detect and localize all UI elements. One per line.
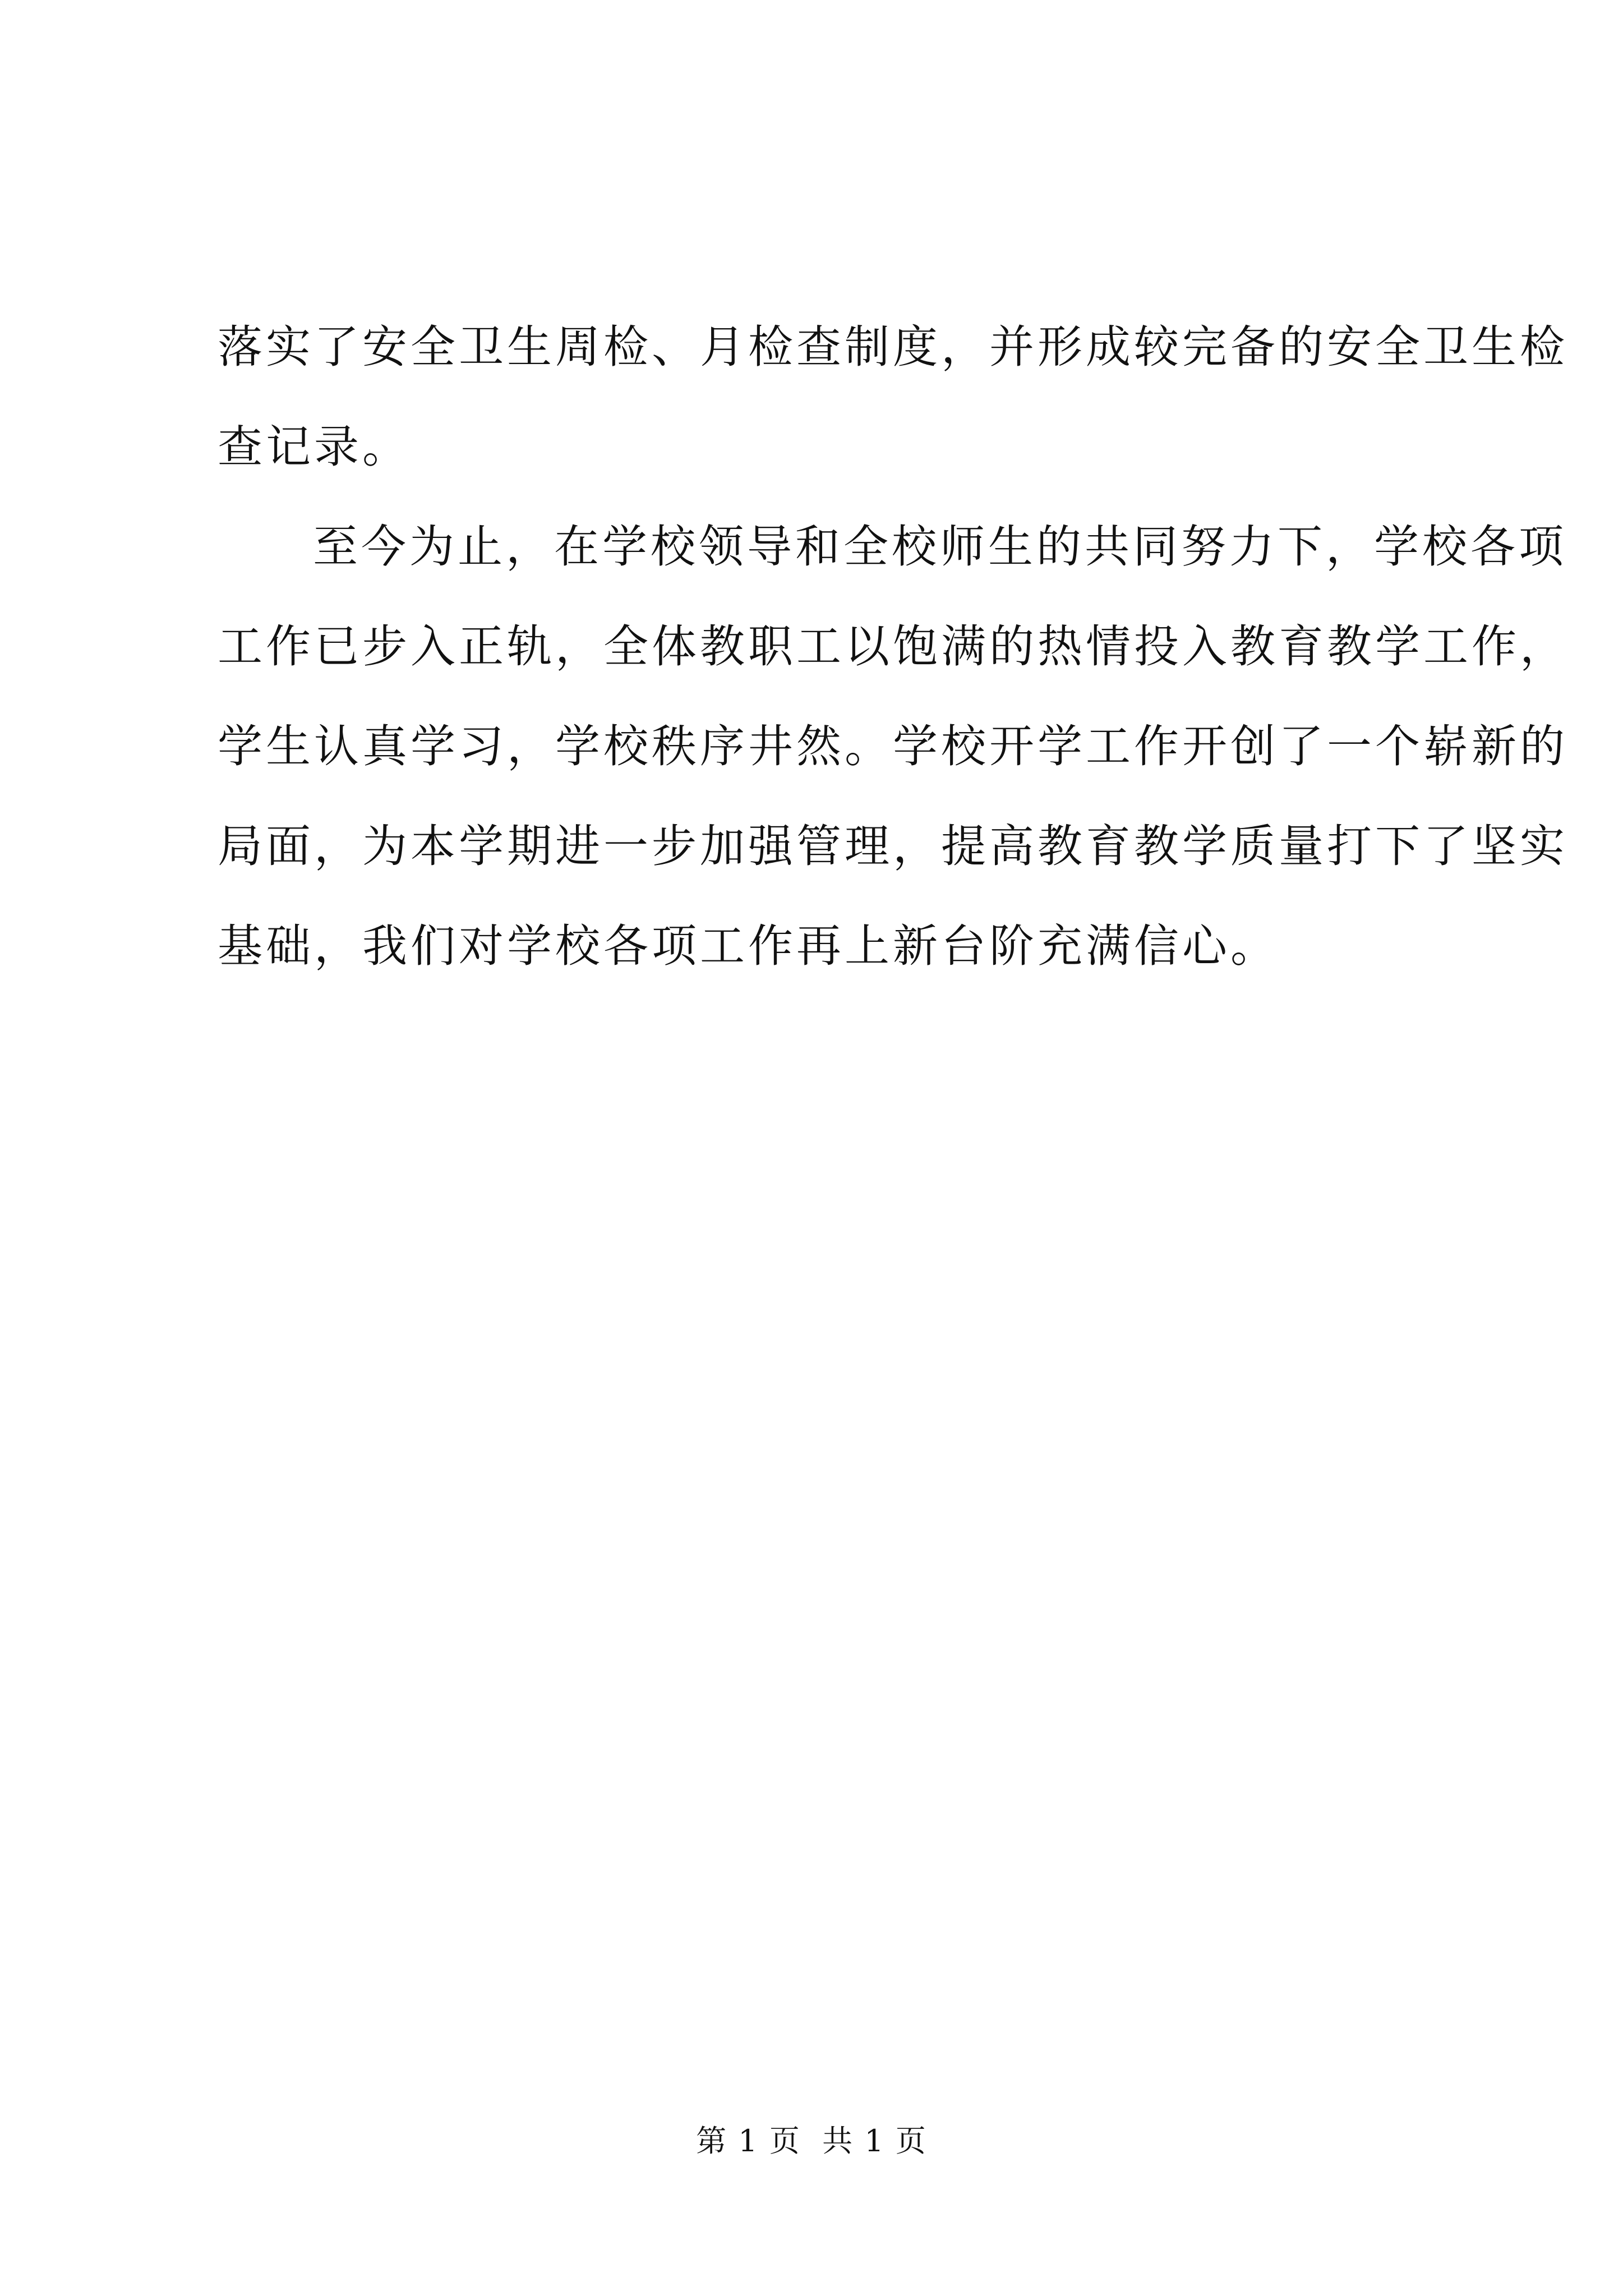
page-number-footer: 第 1 页 共 1 页 bbox=[696, 2123, 927, 2159]
paragraph-2-line-1: 至今为止，在学校领导和全校师生的共同努力下，学校各项 bbox=[313, 521, 1567, 573]
body-text bbox=[218, 297, 1568, 996]
paragraph-2-line-4: 局面，为本学期进一步加强管理，提高教育教学质量打下了坚实 bbox=[218, 820, 1568, 872]
paragraph-1-line-2: 查记录。 bbox=[218, 421, 411, 473]
paragraph-1-line-1: 落实了安全卫生周检、月检查制度，并形成较完备的安全卫生检 bbox=[218, 321, 1568, 373]
paragraph-2-line-5: 基础，我们对学校各项工作再上新台阶充满信心。 bbox=[218, 920, 1279, 972]
paragraph-2-line-2: 工作已步入正轨，全体教职工以饱满的热情投入教育教学工作， bbox=[218, 620, 1568, 673]
paragraph-2-line-3: 学生认真学习，学校秩序井然。学校开学工作开创了一个崭新的 bbox=[218, 720, 1568, 772]
